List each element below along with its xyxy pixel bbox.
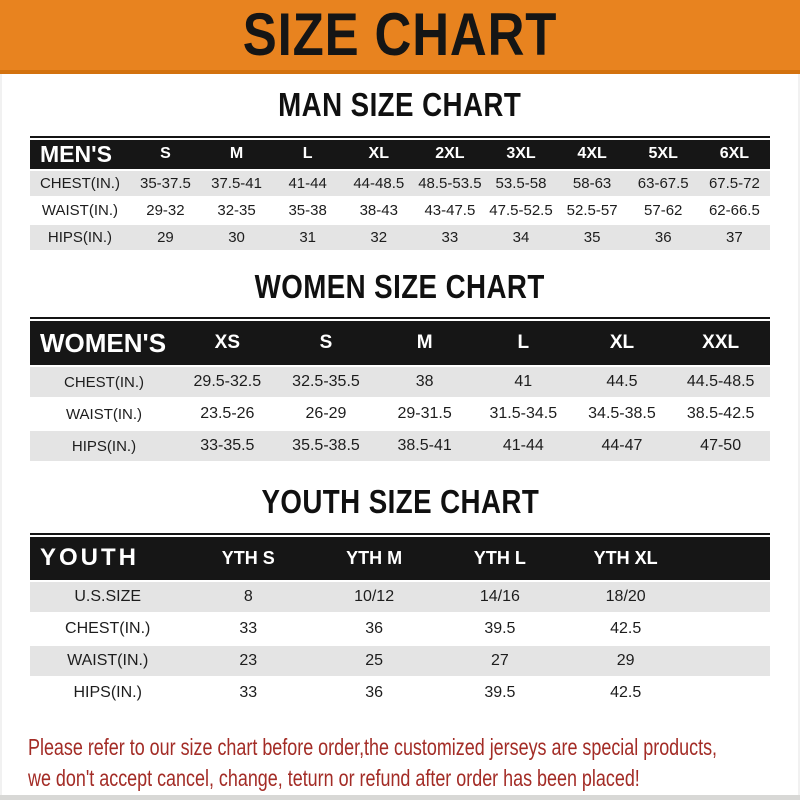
column-header: YTH XL [563,537,689,580]
size-value: 35 [557,225,628,250]
column-header-blank [689,537,770,580]
size-value: 34.5-38.5 [573,399,672,429]
women-section-title-text: WOMEN SIZE CHART [254,267,546,305]
size-value: 41 [474,367,573,397]
table-row [30,678,770,708]
size-value: 18/20 [563,582,689,612]
row-label: CHEST(IN.) [30,171,130,196]
disclaimer [28,732,800,794]
size-value: 34 [485,225,556,250]
size-value: 36 [628,225,699,250]
size-value: 31.5-34.5 [474,399,573,429]
youth-header-row [30,537,770,580]
size-value: 33 [414,225,485,250]
size-value: 62-66.5 [699,198,770,223]
column-header: 5XL [628,140,699,169]
size-value: 53.5-58 [485,171,556,196]
size-value: 35-37.5 [130,171,201,196]
men-section-title [0,88,800,123]
column-header: XXL [671,321,770,365]
column-header: 4XL [557,140,628,169]
table-row [30,367,770,397]
size-value: 48.5-53.5 [414,171,485,196]
size-value: 42.5 [563,614,689,644]
size-value: 43-47.5 [414,198,485,223]
size-value: 39.5 [437,678,563,708]
size-value: 42.5 [563,678,689,708]
men-header-row [30,140,770,169]
size-value: 32.5-35.5 [277,367,376,397]
column-header: S [277,321,376,365]
column-header: M [201,140,272,169]
column-header: L [474,321,573,365]
size-value: 36 [311,678,437,708]
row-label: WAIST(IN.) [30,198,130,223]
size-value-blank [689,646,770,676]
size-value: 33 [185,678,311,708]
column-header: S [130,140,201,169]
row-label: WAIST(IN.) [30,646,185,676]
size-value: 29.5-32.5 [178,367,277,397]
size-value: 14/16 [437,582,563,612]
column-header: 6XL [699,140,770,169]
size-value: 26-29 [277,399,376,429]
column-header: L [272,140,343,169]
row-label: HIPS(IN.) [30,678,185,708]
size-value: 38.5-41 [375,431,474,461]
size-value: 35.5-38.5 [277,431,376,461]
women-section-title [0,267,800,305]
youth-size-table [30,533,770,710]
size-value-blank [689,678,770,708]
column-header: YTH L [437,537,563,580]
banner-title: SIZE CHART [242,1,558,68]
size-value: 31 [272,225,343,250]
size-value: 25 [311,646,437,676]
size-value: 35-38 [272,198,343,223]
table-row [30,646,770,676]
size-value: 44.5 [573,367,672,397]
men-header-label: MEN'S [30,140,130,169]
column-header: YTH M [311,537,437,580]
size-value: 27 [437,646,563,676]
size-value: 23.5-26 [178,399,277,429]
column-header: M [375,321,474,365]
row-label: HIPS(IN.) [30,431,178,461]
table-row [30,399,770,429]
size-value: 36 [311,614,437,644]
row-label: CHEST(IN.) [30,614,185,644]
size-value: 41-44 [474,431,573,461]
size-value: 37 [699,225,770,250]
size-value: 41-44 [272,171,343,196]
size-value: 44-48.5 [343,171,414,196]
women-size-table [30,317,770,463]
column-header: 2XL [414,140,485,169]
size-value: 37.5-41 [201,171,272,196]
size-value: 23 [185,646,311,676]
size-value-blank [689,582,770,612]
size-value: 38 [375,367,474,397]
size-value: 32-35 [201,198,272,223]
size-value: 29-32 [130,198,201,223]
size-value: 67.5-72 [699,171,770,196]
men-section-title-text: MAN SIZE CHART [278,86,522,123]
row-label: CHEST(IN.) [30,367,178,397]
size-value: 52.5-57 [557,198,628,223]
size-value: 8 [185,582,311,612]
row-label: WAIST(IN.) [30,399,178,429]
size-value: 44.5-48.5 [671,367,770,397]
column-header: XS [178,321,277,365]
size-value: 30 [201,225,272,250]
size-value: 39.5 [437,614,563,644]
column-header: YTH S [185,537,311,580]
size-value: 10/12 [311,582,437,612]
column-header: XL [343,140,414,169]
women-header-label: WOMEN'S [30,321,178,365]
size-value: 32 [343,225,414,250]
size-value: 44-47 [573,431,672,461]
youth-header-label: YOUTH [30,537,185,580]
youth-section-title-text: YOUTH SIZE CHART [261,483,539,521]
disclaimer-line-2: we don't accept cancel, change, teturn or refund after order has been placed! [28,764,640,791]
column-header: 3XL [485,140,556,169]
size-value: 47.5-52.5 [485,198,556,223]
table-row [30,198,770,223]
disclaimer-line-1: Please refer to our size chart before order,the customized jerseys are special products, [28,733,718,760]
women-header-row [30,321,770,365]
size-value: 33-35.5 [178,431,277,461]
column-header: XL [573,321,672,365]
table-row [30,225,770,250]
row-label: U.S.SIZE [30,582,185,612]
size-value: 29 [563,646,689,676]
size-chart-banner [0,0,800,74]
size-value-blank [689,614,770,644]
bottom-edge-strip [0,795,800,800]
row-label: HIPS(IN.) [30,225,130,250]
size-value: 47-50 [671,431,770,461]
size-value: 57-62 [628,198,699,223]
table-row [30,582,770,612]
size-value: 29-31.5 [375,399,474,429]
size-value: 58-63 [557,171,628,196]
men-size-table [30,136,770,252]
size-value: 38.5-42.5 [671,399,770,429]
size-value: 63-67.5 [628,171,699,196]
table-row [30,171,770,196]
size-value: 33 [185,614,311,644]
size-value: 29 [130,225,201,250]
size-value: 38-43 [343,198,414,223]
table-row [30,614,770,644]
youth-section-title [0,485,800,520]
table-row [30,431,770,461]
